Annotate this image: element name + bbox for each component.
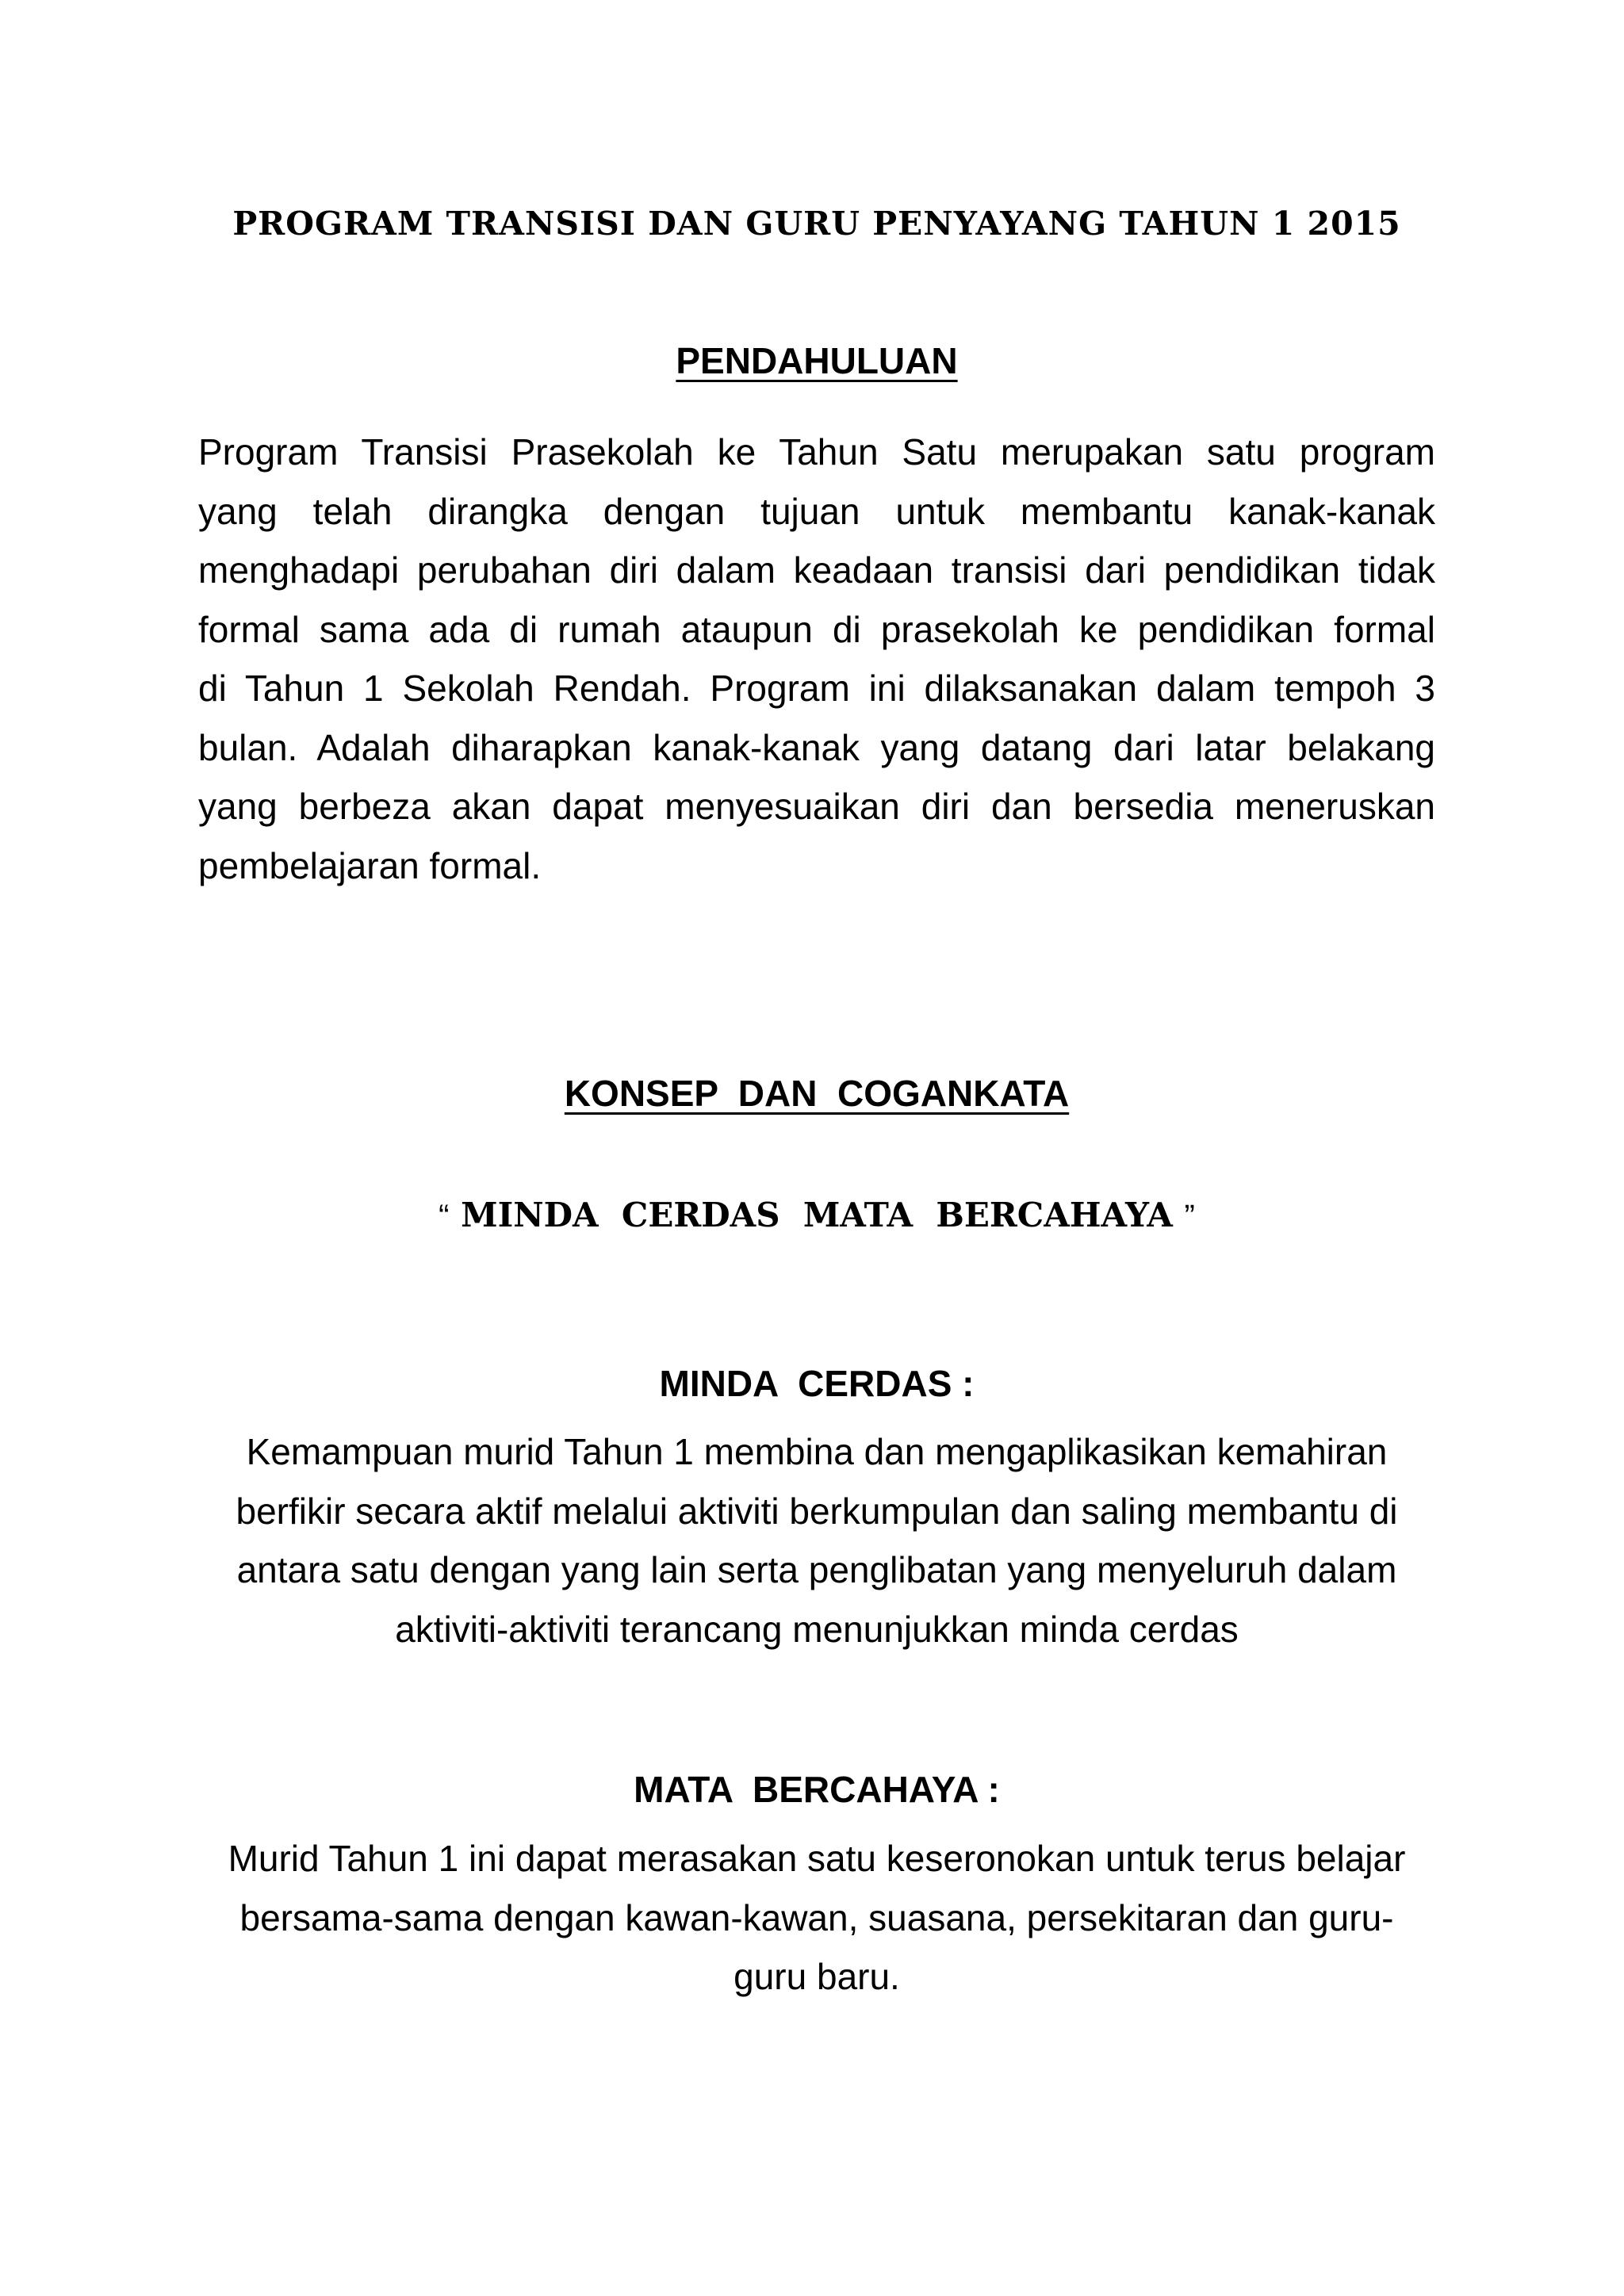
konsep-heading	[198, 1072, 1435, 1115]
konsep-heading-text: KONSEP DAN COGANKATA	[564, 1073, 1070, 1114]
slogan-open-quote: “	[439, 1199, 450, 1234]
mata-bercahaya-line: guru baru.	[733, 1956, 900, 1997]
mata-bercahaya-heading: MATA BERCAHAYA :	[634, 1769, 1000, 1810]
intro-line: formal sama ada di rumah ataupun di prasekolah ke pendidikan formal	[198, 608, 1435, 650]
minda-cerdas-line: antara satu dengan yang lain serta penglibatan yang menyeluruh dalam	[236, 1549, 1397, 1590]
minda-cerdas-paragraph	[198, 1422, 1435, 1659]
intro-line: yang berbeza akan dapat menyesuaikan diri dan bersedia meneruskan	[198, 786, 1435, 827]
intro-line: Program Transisi Prasekolah ke Tahun Satu merupakan satu program	[198, 431, 1435, 473]
document-title: PROGRAM TRANSISI DAN GURU PENYAYANG TAHUN 1 2015	[232, 205, 1401, 243]
slogan-text: MINDA CERDAS MATA BERCAHAYA	[461, 1196, 1173, 1234]
slogan-close-quote: ”	[1184, 1199, 1195, 1234]
mata-bercahaya-line: Murid Tahun 1 ini dapat merasakan satu keseronokan untuk terus belajar	[228, 1838, 1406, 1879]
slogan	[198, 1196, 1435, 1234]
mata-bercahaya-line: bersama-sama dengan kawan-kawan, suasana, persekitaran dan guru-	[239, 1896, 1394, 1938]
intro-line: bulan. Adalah diharapkan kanak-kanak yang datang dari latar belakang	[198, 726, 1435, 768]
intro-line: pembelajaran formal.	[198, 844, 542, 886]
intro-line: yang telah dirangka dengan tujuan untuk membantu kanak-kanak	[198, 490, 1435, 532]
minda-cerdas-line: Kemampuan murid Tahun 1 membina dan mengaplikasikan kemahiran	[246, 1431, 1388, 1472]
intro-heading-text: PENDAHULUAN	[676, 340, 958, 381]
mata-bercahaya-paragraph	[198, 1829, 1435, 2007]
intro-paragraph	[198, 423, 1435, 895]
minda-cerdas-heading: MINDA CERDAS :	[659, 1363, 975, 1404]
minda-cerdas-line: berfikir secara aktif melalui aktiviti berkumpulan dan saling membantu di	[236, 1490, 1398, 1532]
intro-line: menghadapi perubahan diri dalam keadaan transisi dari pendidikan tidak	[198, 549, 1435, 591]
intro-heading	[198, 339, 1435, 382]
minda-cerdas-line: aktiviti-aktiviti terancang menunjukkan minda cerdas	[395, 1608, 1239, 1650]
intro-line: di Tahun 1 Sekolah Rendah. Program ini dilaksanakan dalam tempoh 3	[198, 668, 1435, 709]
